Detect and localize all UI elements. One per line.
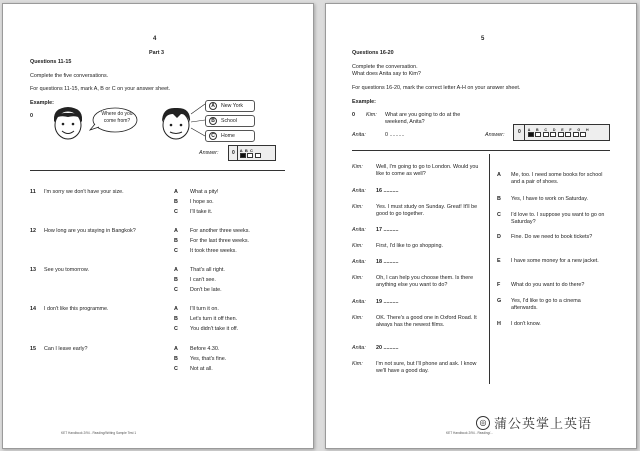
choice-letter: D: [497, 234, 501, 240]
choice-text: Yes, I have to work on Saturday.: [511, 196, 589, 202]
dialogue-line: Oh, I can help you choose them. Is there anything else you want to do?: [376, 275, 474, 288]
instruction-2: For questions 11-15, mark A, B or C on your answer sheet.: [30, 86, 171, 92]
option-text: It took three weeks.: [190, 248, 237, 254]
dialogue-line: 19 ..........: [376, 299, 399, 305]
answer-label: Answer:: [199, 150, 219, 156]
instruction-2: What does Anita say to Kim?: [352, 71, 421, 77]
dialogue-speaker: Kim:: [352, 164, 363, 170]
footer: KET Handbook 2/94 - Reading/...: [446, 431, 493, 435]
footer: KET Handbook 2/94 - Reading/Writing Sample Test 1: [61, 431, 137, 435]
page-number: 4: [153, 36, 157, 42]
option-letter: C: [174, 248, 178, 254]
option-text: Yes, that's fine.: [190, 356, 227, 362]
dialogue-line: 17 ..........: [376, 227, 399, 233]
example-anita-label: Anita:: [352, 132, 366, 138]
dialogue-speaker: Anita:: [352, 227, 366, 233]
choice-text: Me, too. I need some books for school and a pair of shoes.: [511, 172, 603, 185]
dialogue-speaker: Anita:: [352, 188, 366, 194]
dialogue-speaker: Kim:: [352, 361, 363, 367]
question-number: 13: [30, 267, 36, 273]
option-letter: C: [174, 209, 178, 215]
dialogue-speaker: Kim:: [352, 275, 363, 281]
option-letter: C: [174, 287, 178, 293]
choice-text: Fine. Do we need to book tickets?: [511, 234, 593, 240]
option-text: I'll turn it on.: [190, 306, 219, 312]
option-text: For the last three weeks.: [190, 238, 250, 244]
dialogue-speaker: Anita:: [352, 299, 366, 305]
dialogue-line: 20 ..........: [376, 345, 399, 351]
dialogue-speaker: Kim:: [352, 204, 363, 210]
option-letter: B: [174, 316, 178, 322]
page-5: [325, 3, 637, 449]
option-text: That's all right.: [190, 267, 225, 273]
option-text: What a pity!: [190, 189, 219, 195]
speech-bubble-text: Where do you come from?: [101, 111, 133, 124]
option-letter: B: [174, 199, 178, 205]
option-text: I'll take it.: [190, 209, 213, 215]
option-letter: A: [174, 267, 178, 273]
question-number: 12: [30, 228, 36, 234]
choice-letter: H: [497, 321, 501, 327]
watermark: 蒲公英掌上英语: [494, 417, 593, 432]
option-letter: B: [174, 356, 178, 362]
dialogue-line: 18 ..........: [376, 259, 399, 265]
dialogue-line: OK. There's a good one in Oxford Road. It always has the newest films.: [376, 315, 477, 328]
option-text: For another three weeks.: [190, 228, 250, 234]
choice-text: What do you want to do there?: [511, 282, 585, 288]
question-text: How long are you staying in Bangkok?: [44, 228, 136, 234]
answer-label: Answer:: [485, 132, 505, 138]
dialogue-line: 16 ..........: [376, 188, 399, 194]
choice-letter: A: [497, 172, 501, 178]
option-letter: B: [174, 277, 178, 283]
choice-text: I'd love to. I suppose you want to go on Saturday?: [511, 212, 605, 225]
dialogue-line: I'm not sure, but I'll phone and ask. I know we'll have a good day.: [376, 361, 477, 374]
option-text: I can't see.: [190, 277, 216, 283]
choice-text: I have some money for a new jacket.: [511, 258, 599, 264]
option-letter: A: [174, 189, 178, 195]
question-number: 11: [30, 189, 36, 195]
page-number: 5: [481, 36, 485, 42]
instruction-1: Complete the five conversations.: [30, 73, 109, 79]
dialogue-speaker: Anita:: [352, 259, 366, 265]
question-text: I'm sorry we don't have your size.: [44, 189, 124, 195]
part-title: Part 3: [149, 50, 164, 56]
choice-letter: B: [497, 196, 501, 202]
example-number: 0: [30, 113, 33, 119]
question-text: Can I leave early?: [44, 346, 88, 352]
instruction-1: Complete the conversation.: [352, 64, 418, 70]
example-label: Example:: [352, 99, 376, 105]
wechat-logo-icon: ◎: [476, 416, 490, 430]
option-text: Before 4.30.: [190, 346, 220, 352]
example-kim-text: What are you going to do at the weekend, Anita?: [385, 112, 461, 125]
questions-heading: Questions 16-20: [352, 50, 394, 56]
option-text: Don't be late.: [190, 287, 222, 293]
dialogue-speaker: Kim:: [352, 243, 363, 249]
dialogue-line: First, I'd like to go shopping.: [376, 243, 443, 249]
option-text: Let's turn it off then.: [190, 316, 238, 322]
example-label: Example:: [30, 100, 54, 106]
option-letter: A: [174, 228, 178, 234]
choice-text: Yes, I'd like to go to a cinema afterwards.: [511, 298, 581, 311]
example-anita-text: 0 ..........: [385, 132, 405, 138]
choice-letter: G: [497, 298, 502, 304]
example-option-c: C Home: [205, 130, 255, 142]
option-letter: B: [174, 238, 178, 244]
choice-letter: C: [497, 212, 501, 218]
question-text: See you tomorrow.: [44, 267, 89, 273]
page-4: [2, 3, 314, 449]
answer-grid: 0 A B C: [228, 145, 276, 161]
example-option-b: B School: [205, 115, 255, 127]
option-letter: A: [174, 346, 178, 352]
choice-letter: E: [497, 258, 501, 264]
example-kim-label: Kim:: [366, 112, 377, 118]
option-letter: C: [174, 366, 178, 372]
option-text: I hope so.: [190, 199, 214, 205]
answer-grid: 0 A B C D E F G H: [513, 124, 610, 141]
choice-text: I don't know.: [511, 321, 541, 327]
option-letter: A: [174, 306, 178, 312]
question-number: 14: [30, 306, 36, 312]
dialogue-line: Well, I'm going to go to London. Would you like to come as well?: [376, 164, 479, 177]
option-text: You didn't take it off.: [190, 326, 239, 332]
option-text: Not at all.: [190, 366, 213, 372]
dialogue-speaker: Kim:: [352, 315, 363, 321]
instruction-3: For questions 16-20, mark the correct letter A-H on your answer sheet.: [352, 85, 521, 91]
example-number: 0: [352, 112, 355, 118]
question-text: I don't like this programme.: [44, 306, 109, 312]
example-option-a: A New York: [205, 100, 255, 112]
questions-heading: Questions 11-15: [30, 59, 72, 65]
question-number: 15: [30, 346, 36, 352]
option-letter: C: [174, 326, 178, 332]
dialogue-speaker: Anita:: [352, 345, 366, 351]
choice-letter: F: [497, 282, 501, 288]
dialogue-line: Yes. I must study on Sunday. Great! It'll be good to go together.: [376, 204, 478, 217]
boy-face-icon: [49, 104, 87, 142]
